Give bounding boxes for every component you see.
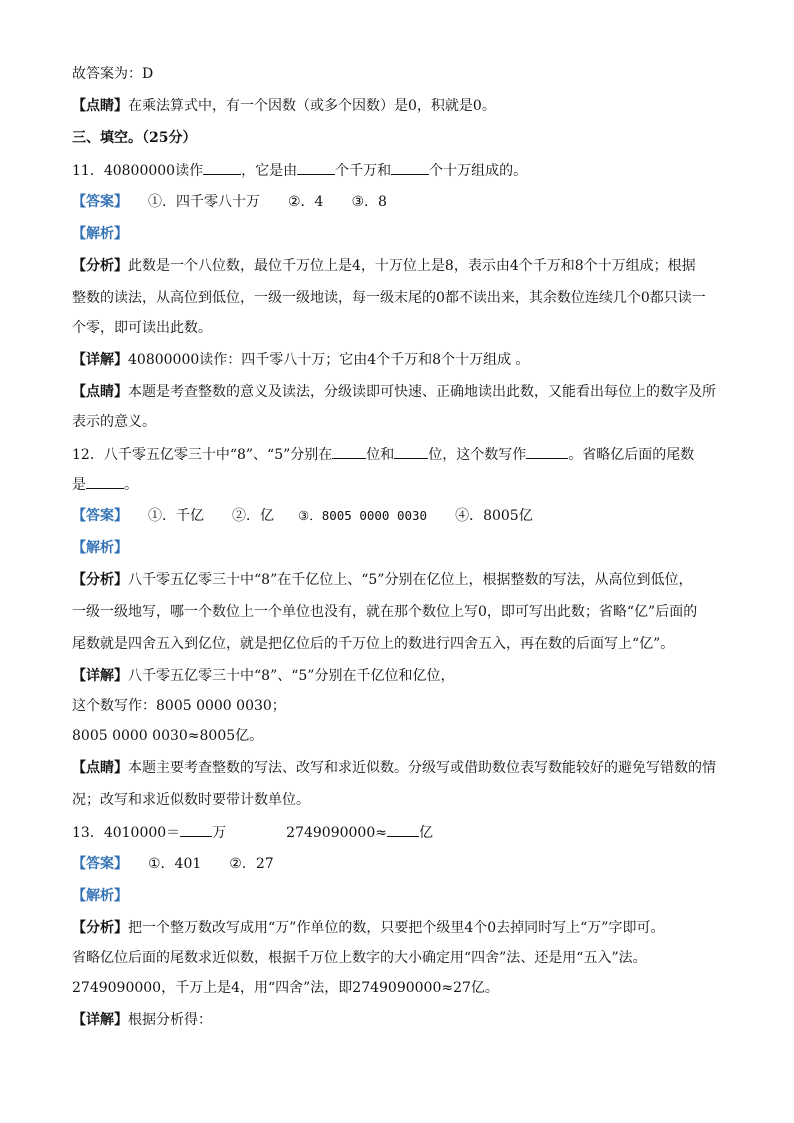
question-11: 11．40800000读作 ，它是由 个千万和 个十万组成的。 bbox=[72, 160, 527, 181]
blank bbox=[526, 444, 568, 459]
answer-tag: 【答案】 bbox=[72, 194, 128, 210]
tip-12-line2: 况；改写和求近似数时要带计数单位。 bbox=[72, 792, 310, 808]
blank bbox=[391, 160, 429, 175]
analysis-tag-11: 【解析】 bbox=[72, 226, 128, 242]
tip-12-line1: 【点睛】本题主要考查整数的写法、改写和求近似数。分级写或借助数位表写数能较好的避免写错数的情 bbox=[72, 760, 716, 776]
answer-11: 【答案】 ①．四千零八十万 ②．4 ③．8 bbox=[72, 194, 387, 210]
detail-11: 【详解】40800000读作：四千零八十万；它由4个千万和8个十万组成 。 bbox=[72, 352, 530, 368]
answer-tag: 【答案】 bbox=[72, 856, 128, 872]
blank bbox=[394, 444, 428, 459]
analysis-tag-12: 【解析】 bbox=[72, 540, 128, 556]
tip-tag: 【点睛】 bbox=[72, 98, 128, 114]
detail-12-line2: 这个数写作：8005 0000 0030； bbox=[72, 698, 286, 714]
analysis-11-line1: 【分析】此数是一个八位数，最位千万位上是4，十万位上是8，表示由4个千万和8个十万组成；根据 bbox=[72, 258, 696, 274]
analysis-13-line3: 2749090000，千万上是4，用“四舍”法，即2749090000≈27亿。 bbox=[72, 980, 499, 996]
analysis-11-line2: 整数的读法，从高位到低位，一级一级地读，每一级末尾的0都不读出来，其余数位连续几个0都只读一 bbox=[72, 290, 706, 306]
blank bbox=[203, 160, 241, 175]
answer-line: 故答案为：D bbox=[72, 66, 154, 82]
analysis-13-line1: 【分析】把一个整万数改写成用“万”作单位的数，只要把个级里4个0去掉同时写上“万”字即可。 bbox=[72, 920, 665, 936]
blank bbox=[180, 822, 212, 837]
blank bbox=[332, 444, 366, 459]
blank bbox=[86, 474, 124, 489]
section-heading: 三、填空。（25分） bbox=[72, 130, 197, 146]
answer-13: 【答案】 ①．401 ②．27 bbox=[72, 856, 274, 872]
analysis-tag-13: 【解析】 bbox=[72, 888, 128, 904]
question-12-line1: 12．八千零五亿零三十中“8”、“5”分别在 位和 位，这个数写作 。省略亿后面的尾数 bbox=[72, 444, 694, 465]
tip-11-line2: 表示的意义。 bbox=[72, 414, 156, 430]
tip-11-line1: 【点睛】本题是考查整数的意义及读法，分级读即可快速、正确地读出此数，又能看出每位上的数字及所 bbox=[72, 384, 716, 400]
answer-12: 【答案】 ①．千亿 ②．亿 ③．8005 0000 0030 ④．8005亿 bbox=[72, 508, 533, 524]
blank bbox=[297, 160, 335, 175]
detail-12-line1: 【详解】八千零五亿零三十中“8”、“5”分别在千亿位和亿位， bbox=[72, 668, 455, 684]
tip-line: 【点睛】在乘法算式中，有一个因数（或多个因数）是0，积就是0。 bbox=[72, 98, 496, 114]
detail-12-line3: 8005 0000 0030≈8005亿。 bbox=[72, 728, 264, 744]
analysis-11-line3: 个零，即可读出此数。 bbox=[72, 320, 212, 336]
detail-13: 【详解】根据分析得： bbox=[72, 1012, 212, 1028]
analysis-12-line2: 一级一级地写，哪一个数位上一个单位也没有，就在那个数位上写0，即可写出此数；省略“亿”后面的 bbox=[72, 604, 698, 620]
analysis-12-line1: 【分析】八千零五亿零三十中“8”在千亿位上、“5”分别在亿位上，根据整数的写法，从高位到低位， bbox=[72, 572, 693, 588]
analysis-13-line2: 省略亿位后面的尾数求近似数，根据千万位上数字的大小确定用“四舍”法、还是用“五入”法。 bbox=[72, 950, 647, 966]
question-12-line2: 是 。 bbox=[72, 474, 138, 495]
question-13: 13．4010000＝ 万 2749090000≈ 亿 bbox=[72, 822, 433, 843]
blank bbox=[387, 822, 419, 837]
answer-tag: 【答案】 bbox=[72, 508, 128, 524]
analysis-12-line3: 尾数就是四舍五入到亿位，就是把亿位后的千万位上的数进行四舍五入，再在数的后面写上“亿”。 bbox=[72, 636, 675, 652]
